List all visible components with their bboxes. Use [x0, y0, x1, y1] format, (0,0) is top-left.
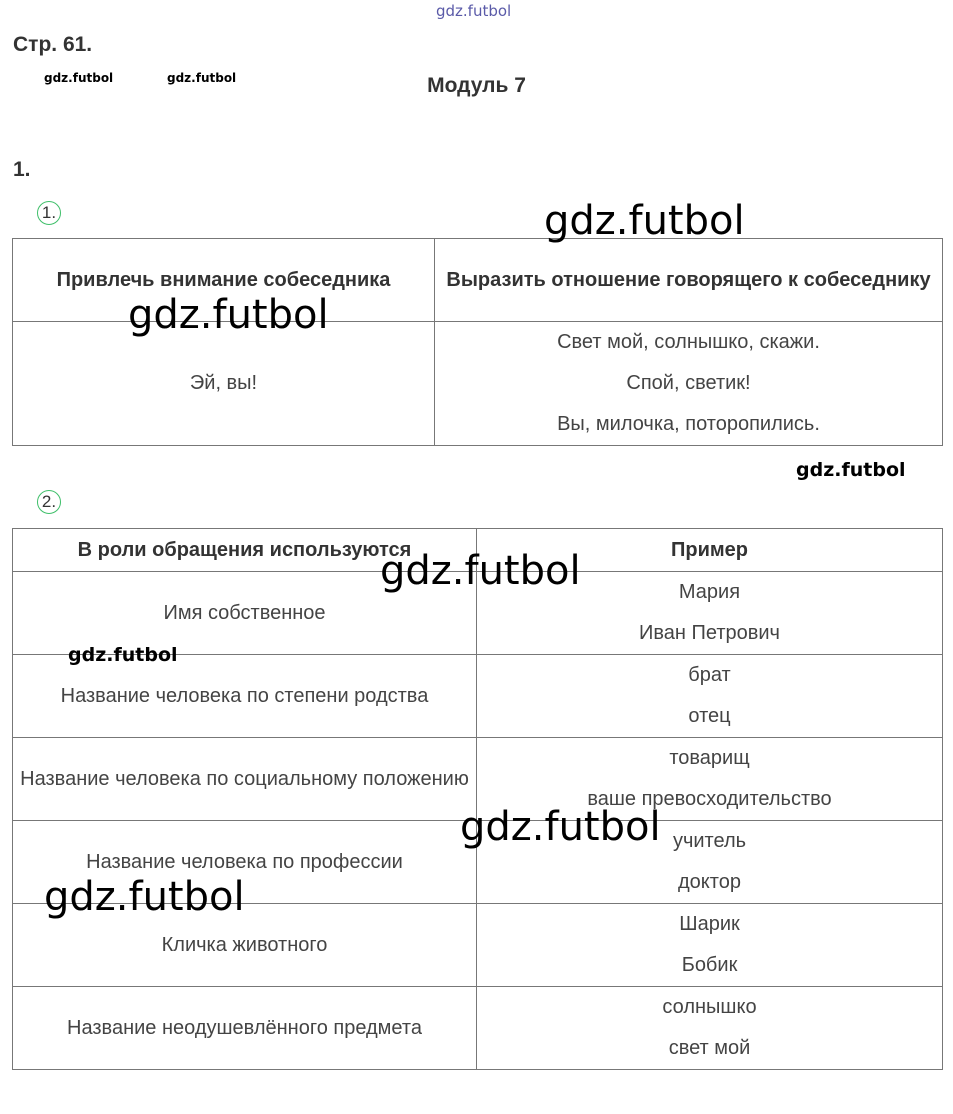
example-item: ваше превосходительство: [587, 788, 832, 810]
section2-role-cell: Название неодушевлённого предмета: [13, 987, 477, 1070]
section1-example: Свет мой, солнышко, скажи.: [557, 331, 820, 353]
example-item: свет мой: [668, 1037, 751, 1059]
watermark-large: gdz.futbol: [544, 198, 745, 244]
section1-header-attention: Привлечь внимание собеседника: [13, 239, 435, 322]
section1-header-attitude: Выразить отношение говорящего к собеседнику: [435, 239, 943, 322]
section2-header-role: В роли обращения используются: [13, 529, 477, 572]
example-item: доктор: [678, 871, 741, 893]
watermark-large: gdz.futbol: [128, 292, 329, 338]
example-item: Мария: [678, 581, 741, 603]
section2-example-cell: [477, 655, 943, 738]
watermark-large: gdz.futbol: [380, 548, 581, 594]
section1-example: Спой, светик!: [626, 372, 751, 394]
watermark-large: gdz.futbol: [44, 874, 245, 920]
section2-role-cell: Кличка животного: [13, 904, 477, 987]
section2-example-cell: [477, 987, 943, 1070]
section2-header-example: Пример: [477, 529, 943, 572]
watermark-mid: gdz.futbol: [68, 644, 178, 666]
section2-example-cell: [477, 904, 943, 987]
watermark-small: gdz.futbol: [44, 71, 114, 85]
example-item: Шарик: [679, 913, 740, 935]
watermark-mid: gdz.futbol: [796, 459, 906, 481]
example-item: товарищ: [669, 747, 750, 769]
watermark-top: gdz.futbol: [436, 2, 512, 20]
section2-role-cell: Название человека по социальному положению: [13, 738, 477, 821]
section2-number: 2.: [37, 490, 61, 514]
section2-role-cell: Название человека по профессии: [13, 821, 477, 904]
watermark-small: gdz.futbol: [167, 71, 237, 85]
example-item: Бобик: [681, 954, 738, 976]
section2-role-cell: Название человека по степени родства: [13, 655, 477, 738]
section1-right-cell: [435, 322, 943, 446]
example-item: Иван Петрович: [639, 622, 780, 644]
section2-table: [12, 528, 943, 1070]
section2-role-cell: Имя собственное: [13, 572, 477, 655]
example-item: солнышко: [662, 996, 757, 1018]
task-number: 1.: [13, 158, 31, 181]
example-item: учитель: [672, 830, 747, 852]
page-label: Стр. 61.: [13, 33, 93, 56]
section1-number: 1.: [37, 201, 61, 225]
example-item: отец: [688, 705, 731, 727]
example-item: брат: [688, 664, 731, 686]
section1-example: Вы, милочка, поторопились.: [557, 413, 820, 435]
watermark-large: gdz.futbol: [460, 804, 661, 850]
section1-table: [12, 238, 943, 446]
section1-left-cell: Эй, вы!: [13, 322, 435, 446]
module-title: Модуль 7: [427, 74, 526, 97]
